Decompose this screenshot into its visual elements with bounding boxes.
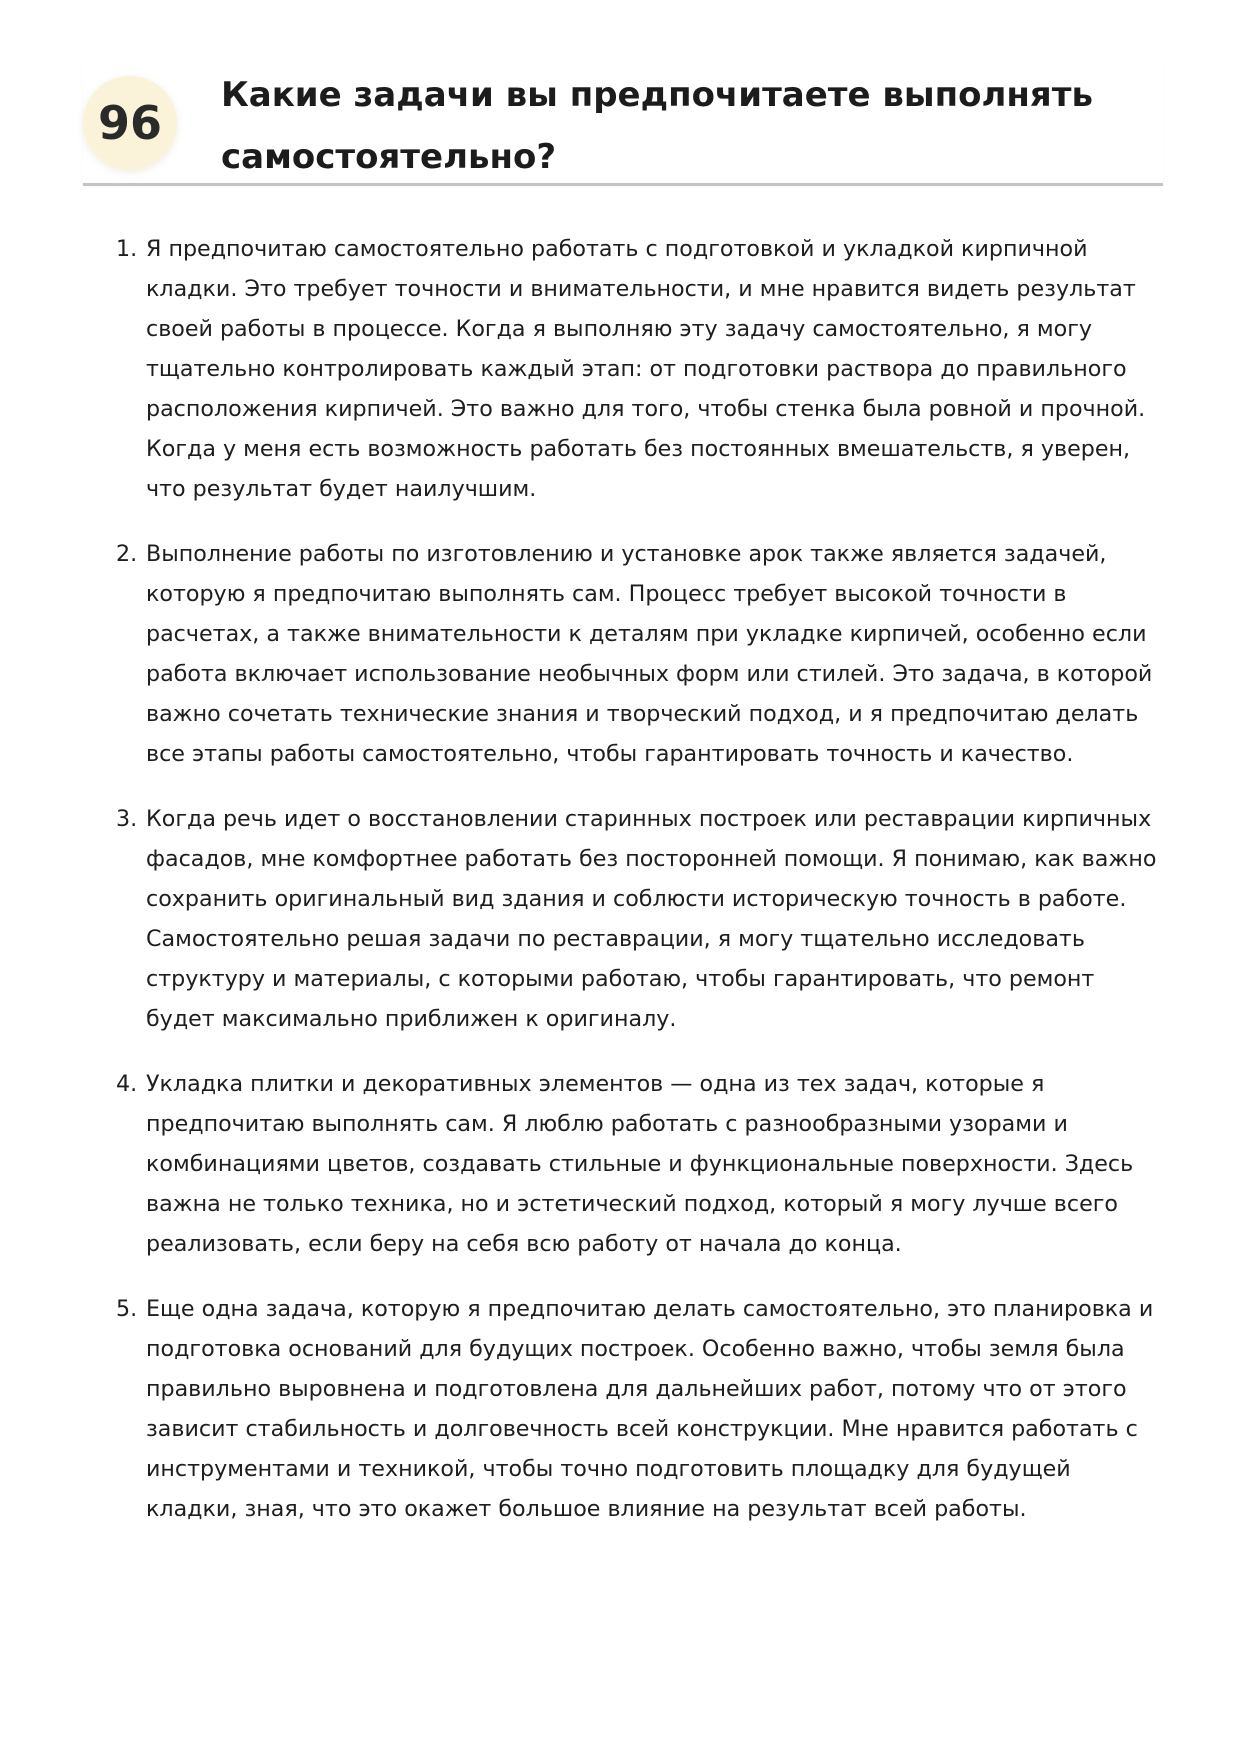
answer-item — [116, 534, 1168, 774]
question-number-badge: 96 — [83, 76, 177, 170]
answer-list — [116, 229, 1168, 1554]
answer-text: Еще одна задача, которую я предпочитаю делать самостоятельно, это планировка и подготовка оснований для будущих построек. Особенно важно, чтобы земля была правильно выровнена и подготовлена для дальнейших работ, потому что от этого зависит стабильность и долговечность всей конструкции. Мне нравится работать с инструментами и техникой, чтобы точно подготовить площадку для будущей кладки, зная, что это окажет большое влияние на результат всей работы. — [146, 1296, 1154, 1522]
answer-item — [116, 1289, 1168, 1529]
answer-number: 1. — [116, 236, 138, 262]
answer-text: Выполнение работы по изготовлению и установке арок также является задачей, которую я предпочитаю выполнять сам. Процесс требует высокой точности в расчетах, а также внимательности к деталям при укладке кирпичей, особенно если работа включает использование необычных форм или стилей. Это задача, в которой важно сочетать технические знания и творческий подход, и я предпочитаю делать все этапы работы самостоятельно, чтобы гарантировать точность и качество. — [146, 541, 1153, 767]
answer-text: Я предпочитаю самостоятельно работать с подготовкой и укладкой кирпичной кладки. Это требует точности и внимательности, и мне нравится видеть результат своей работы в процессе. Когда я выполняю эту задачу самостоятельно, я могу тщательно контролировать каждый этап: от подготовки раствора до правильного расположения кирпичей. Это важно для того, чтобы стенка была ровной и прочной. Когда у меня есть возможность работать без постоянных вмешательств, я уверен, что результат будет наилучшим. — [146, 236, 1146, 502]
answer-text: Когда речь идет о восстановлении старинных построек или реставрации кирпичных фасадов, мне комфортнее работать без посторонней помощи. Я понимаю, как важно сохранить оригинальный вид здания и соблюсти историческую точность в работе. Самостоятельно решая задачи по реставрации, я могу тщательно исследовать структуру и материалы, с которыми работаю, чтобы гарантировать, что ремонт будет максимально приближен к оригиналу. — [146, 806, 1157, 1032]
answer-item — [116, 229, 1168, 509]
question-title: Какие задачи вы предпочитаете выполнять самостоятельно? — [221, 75, 1093, 177]
answer-number: 3. — [116, 806, 138, 832]
answer-number: 4. — [116, 1071, 138, 1097]
question-header — [83, 60, 1163, 186]
answer-text: Укладка плитки и декоративных элементов — одна из тех задач, которые я предпочитаю выполнять сам. Я люблю работать с разнообразными узорами и комбинациями цветов, создавать стильные и функциональные поверхности. Здесь важна не только техника, но и эстетический подход, который я могу лучше всего реализовать, если беру на себя всю работу от начала до конца. — [146, 1071, 1134, 1257]
answer-item — [116, 799, 1168, 1039]
answer-item — [116, 1064, 1168, 1264]
answer-number: 5. — [116, 1296, 138, 1322]
answer-number: 2. — [116, 541, 138, 567]
